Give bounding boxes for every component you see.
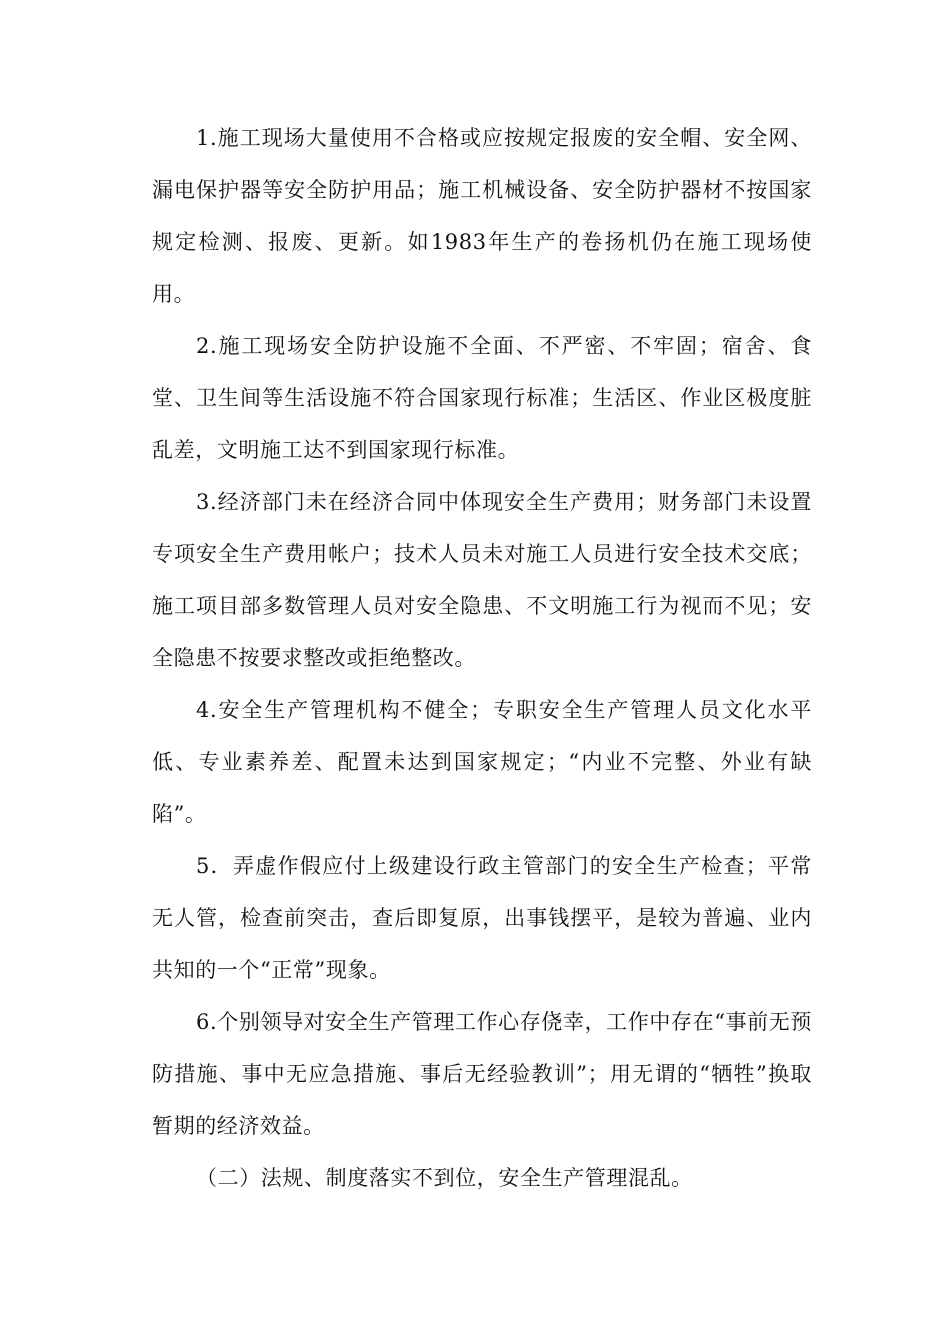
paragraph-1: 1.施工现场大量使用不合格或应按规定报废的安全帽、安全网、漏电保护器等安全防护用品；施工机械设备、安全防护器材不按国家规定检测、报废、更新。如1983年生产的卷扬机仍在施工现场使用。: [152, 126, 812, 306]
paragraph-4: 4.安全生产管理机构不健全；专职安全生产管理人员文化水平低、专业素养差、配置未达到国家规定；“内业不完整、外业有缺陷”。: [152, 698, 812, 826]
paragraph-3: 3.经济部门未在经济合同中体现安全生产费用；财务部门未设置专项安全生产费用帐户；技术人员未对施工人员进行安全技术交底；施工项目部多数管理人员对安全隐患、不文明施工行为视而不见；安全隐患不按要求整改或拒绝整改。: [152, 490, 812, 670]
section-heading: （二）法规、制度落实不到位，安全生产管理混乱。: [196, 1166, 693, 1190]
paragraph-2: 2.施工现场安全防护设施不全面、不严密、不牢固；宿舍、食堂、卫生间等生活设施不符合国家现行标准；生活区、作业区极度脏乱差，文明施工达不到国家现行标准。: [152, 334, 812, 462]
document-body: [152, 112, 812, 1204]
paragraph-6: 6.个别领导对安全生产管理工作心存侥幸，工作中存在“事前无预防措施、事中无应急措施、事后无经验教训”；用无谓的“牺牲”换取暂期的经济效益。: [152, 1010, 812, 1138]
paragraph-5: 5．弄虚作假应付上级建设行政主管部门的安全生产检查；平常无人管，检查前突击，查后即复原，出事钱摆平，是较为普遍、业内共知的一个“正常”现象。: [152, 854, 812, 982]
